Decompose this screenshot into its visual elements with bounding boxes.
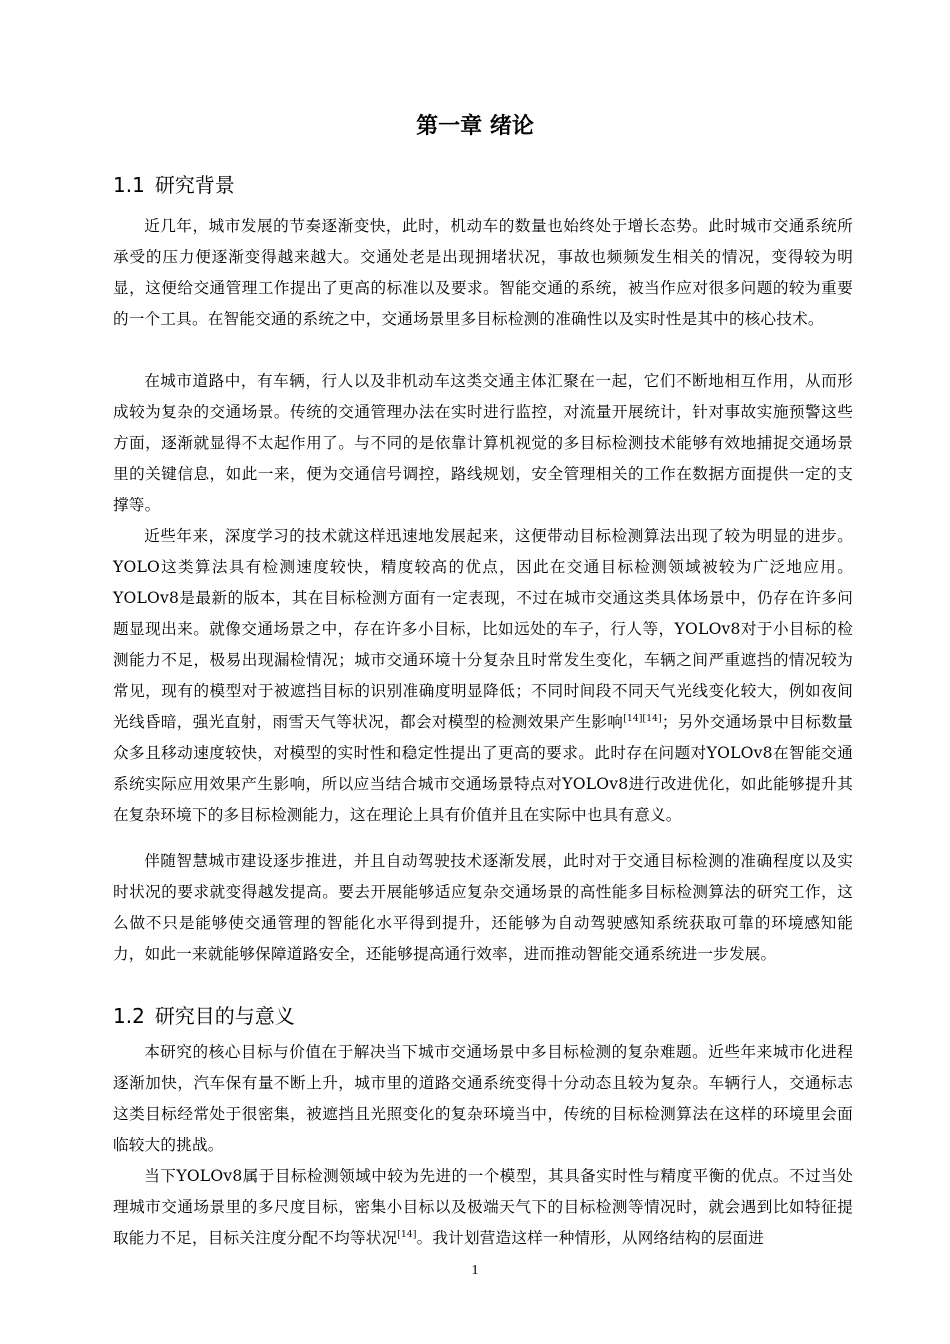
paragraph-text: 。我计划营造这样一种情形，从网络结构的层面进 bbox=[416, 1229, 765, 1247]
section-number: 1.2 bbox=[113, 1004, 145, 1028]
paragraph-text: ；另外交通场景中目标数量众多且移动速度较快，对模型的实时性和稳定性提出了更高的要求。此时存在问题对YOLOv8在智能交通系统实际应用效果产生影响，所以应当结合城市交通场景特点对YOLOv8进行改进优化，如此能够提升其在复杂环境下的多目标检测能力，这在理论上具有价值并且在实际中也具有意义。 bbox=[113, 713, 854, 824]
section-heading-1-2 bbox=[113, 1002, 853, 1030]
paragraph: 近几年，城市发展的节奏逐渐变快，此时，机动车的数量也始终处于增长态势。此时城市交通系统所承受的压力便逐渐变得越来越大。交通处老是出现拥堵状况，事故也频频发生相关的情况，变得较为明显，这便给交通管理工作提出了更高的标准以及要求。智能交通的系统，被当作应对很多问题的较为重要的一个工具。在智能交通的系统之中，交通场景里多目标检测的准确性以及实时性是其中的核心技术。 bbox=[113, 217, 853, 328]
paragraph-text: 近些年来，深度学习的技术就这样迅速地发展起来，这便带动目标检测算法出现了较为明显的进步。YOLO这类算法具有检测速度较快，精度较高的优点，因此在交通目标检测领域被较为广泛地应用。YOLOv8是最新的版本，其在目标检测方面有一定表现，不过在城市交通这类具体场景中，仍存在许多问题显现出来。就像交通场景之中，存在许多小目标，比如远处的车子，行人等，YOLOv8对于小目标的检测能力不足，极易出现漏检情况；城市交通环境十分复杂且时常发生变化，车辆之间严重遮挡的情况较为常见，现有的模型对于被遮挡目标的识别准确度明显降低；不同时间段不同天气光线变化较大，例如夜间光线昏暗，强光直射，雨雪天气等状况，都会对模型的检测效果产生影响 bbox=[113, 527, 853, 731]
paragraph bbox=[113, 1161, 853, 1254]
paragraph: 伴随智慧城市建设逐步推进，并且自动驾驶技术逐渐发展，此时对于交通目标检测的准确程度以及实时状况的要求就变得越发提高。要去开展能够适应复杂交通场景的高性能多目标检测算法的研究工作，这么做不只是能够使交通管理的智能化水平得到提升，还能够为自动驾驶感知系统获取可靠的环境感知能力，如此一来就能够保障道路安全，还能够提高通行效率，进而推动智能交通系统进一步发展。 bbox=[113, 852, 853, 963]
section-title-text: 研究目的与意义 bbox=[154, 1004, 295, 1028]
section-number: 1.1 bbox=[113, 173, 145, 197]
paragraph bbox=[113, 521, 853, 831]
citation: [14][14] bbox=[623, 713, 662, 724]
citation: [14] bbox=[397, 1229, 417, 1240]
paragraph: 在城市道路中，有车辆，行人以及非机动车这类交通主体汇聚在一起，它们不断地相互作用，从而形成较为复杂的交通场景。传统的交通管理办法在实时进行监控，对流量开展统计，针对事故实施预警这些方面，逐渐就显得不太起作用了。与不同的是依靠计算机视觉的多目标检测技术能够有效地捕捉交通场景里的关键信息，如此一来，便为交通信号调控，路线规划，安全管理相关的工作在数据方面提供一定的支撑等。 bbox=[113, 372, 853, 514]
page-number: 1 bbox=[471, 1263, 479, 1278]
section-heading-1-1 bbox=[113, 171, 853, 199]
section-title-text: 研究背景 bbox=[154, 173, 235, 197]
paragraph: 本研究的核心目标与价值在于解决当下城市交通场景中多目标检测的复杂难题。近些年来城市化进程逐渐加快，汽车保有量不断上升，城市里的道路交通系统变得十分动态且较为复杂。车辆行人，交通标志这类目标经常处于很密集，被遮挡且光照变化的复杂环境当中，传统的目标检测算法在这样的环境里会面临较大的挑战。 bbox=[113, 1043, 853, 1154]
paragraph-text: 当下YOLOv8属于目标检测领域中较为先进的一个模型，其具备实时性与精度平衡的优点。不过当处理城市交通场景里的多尺度目标，密集小目标以及极端天气下的目标检测等情况时，就会遇到比如特征提取能力不足，目标关注度分配不均等状况 bbox=[113, 1167, 853, 1247]
chapter-title: 第一章 绪论 bbox=[416, 114, 534, 139]
